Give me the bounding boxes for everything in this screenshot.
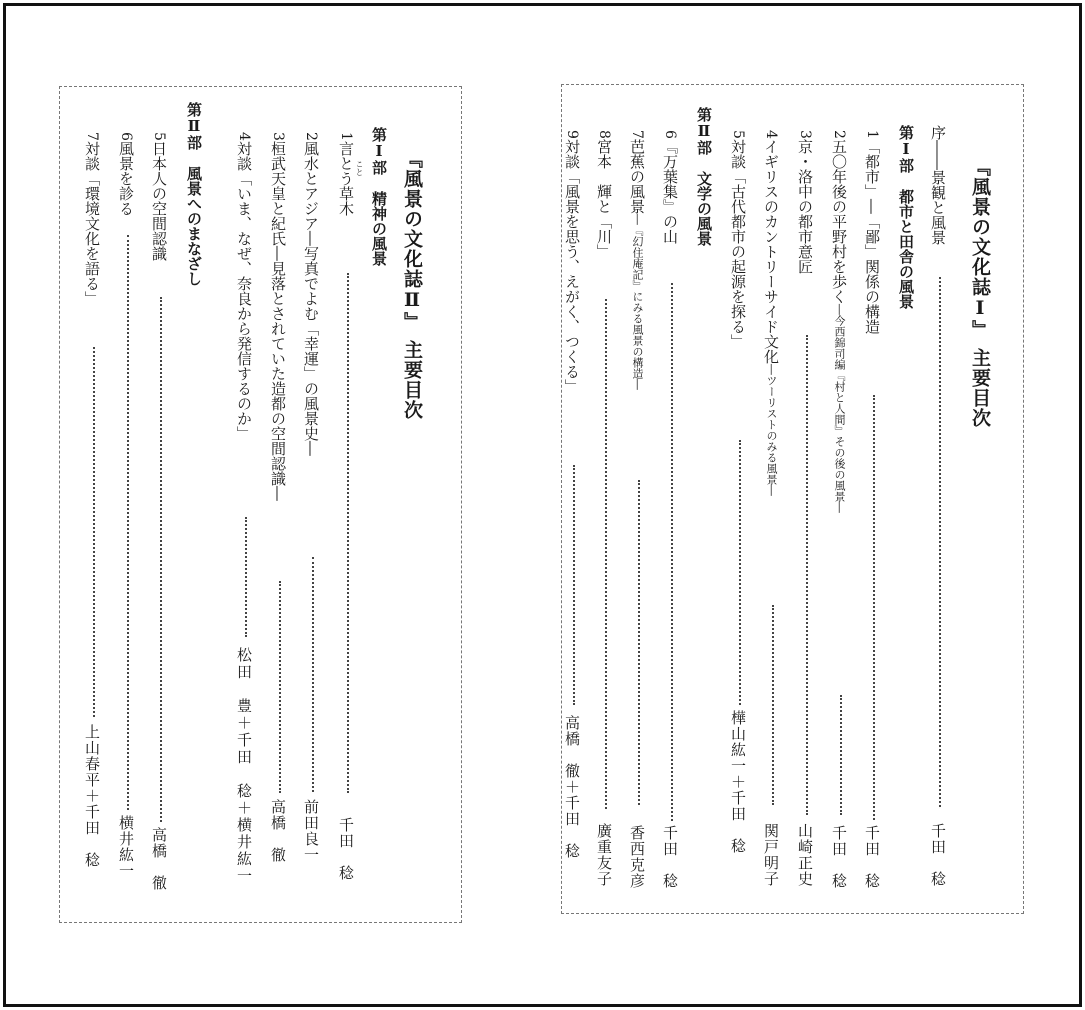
leader-dots [806,335,808,815]
toc-panel-volume-1 [561,84,1024,914]
toc-entry-9: 9対談「風景を思う、えがく、つくる」 [563,130,581,394]
toc-entry-7: 7芭蕉の風景―『幻住庵記』にみる風景の構造― [628,130,646,390]
leader-dots [127,235,129,810]
toc-entry-6: 6風景を診る [117,132,135,216]
leader-dots [739,440,741,705]
toc-entry-5: 5日本人の空間認識 [150,132,168,261]
toc-author-5: 高橋 徹 [150,827,168,891]
part-heading-2: 第Ⅱ部風景へのまなざし [185,102,203,286]
part-heading-1: 第Ⅰ部精神の風景 [370,127,388,266]
leader-dots [279,581,281,793]
toc-author-1: 千田 稔 [337,817,355,881]
toc-entry-7: 7対談「環境文化を語る」 [83,132,101,306]
leader-dots [939,277,941,807]
leader-dots [840,695,842,815]
toc-entry-3: 3桓武天皇と紀氏―見落とされていた造都の空間認識― [269,132,287,501]
toc-title: 『風景の文化誌Ⅱ』 主要目次 [401,149,423,420]
toc-author-7: 上山春平＋千田 稔 [83,724,101,868]
toc-author-9: 高橋 徹＋千田 稔 [563,715,581,859]
toc-author-2: 前田良一 [302,799,320,863]
leader-dots [671,283,673,821]
toc-entry-4: 4対談「いま、なぜ、奈良から発信するのか」 [235,132,253,441]
toc-author-3: 高橋 徹 [269,799,287,863]
toc-preface: 序――景観と風景 [929,125,947,245]
leader-dots [93,347,95,717]
leader-dots [638,480,640,805]
toc-entry-8: 8宮本 輝と「川」 [595,130,613,259]
toc-entry-2: 2風水とアジア―写真でよむ「幸運」の風景史― [302,132,320,456]
part-heading-1: 第Ⅰ部都市と田舎の風景 [897,125,915,309]
leader-dots [160,297,162,822]
toc-entry-1: 1「都市」―「鄙」関係の構造 [863,130,881,334]
toc-author-4: 松田 豊＋千田 稔＋横井紘一 [235,647,253,885]
toc-author-4: 関戸明子 [762,823,780,887]
toc-author-8: 廣重友子 [595,823,613,887]
toc-entry-2: 2五〇年後の平野村を歩く―今西錦司編『村と人間』その後の風景― [830,130,848,513]
leader-dots [245,517,247,637]
toc-author-5: 樺山紘一＋千田 稔 [729,710,747,854]
toc-author-3: 山崎正史 [796,823,814,887]
toc-author-1: 千田 稔 [863,825,881,889]
toc-entry-1: 1言とう草木 こと [337,132,364,216]
toc-author-6: 横井紘一 [117,815,135,879]
part-heading-2: 第Ⅱ部文学の風景 [695,107,713,246]
toc-title: 『風景の文化誌Ⅰ』 主要目次 [969,157,991,428]
toc-author-2: 千田 稔 [830,825,848,889]
toc-author-6: 千田 稔 [661,825,679,889]
leader-dots [312,557,314,792]
toc-author-preface: 千田 稔 [929,823,947,887]
toc-entry-4: 4イギリスのカントリーサイド文化―ツーリストのみる風景― [762,130,780,496]
toc-entry-6: 6『万葉集』の山 [661,130,679,244]
toc-panel-volume-2 [59,86,462,923]
leader-dots [573,465,575,705]
toc-entry-3: 3京・洛中の都市意匠 [796,130,814,274]
leader-dots [772,605,774,805]
toc-author-7: 香西克彦 [628,825,646,889]
toc-entry-5: 5対談「古代都市の起源を探る」 [729,130,747,349]
leader-dots [873,395,875,820]
leader-dots [347,273,349,793]
leader-dots [605,299,607,809]
